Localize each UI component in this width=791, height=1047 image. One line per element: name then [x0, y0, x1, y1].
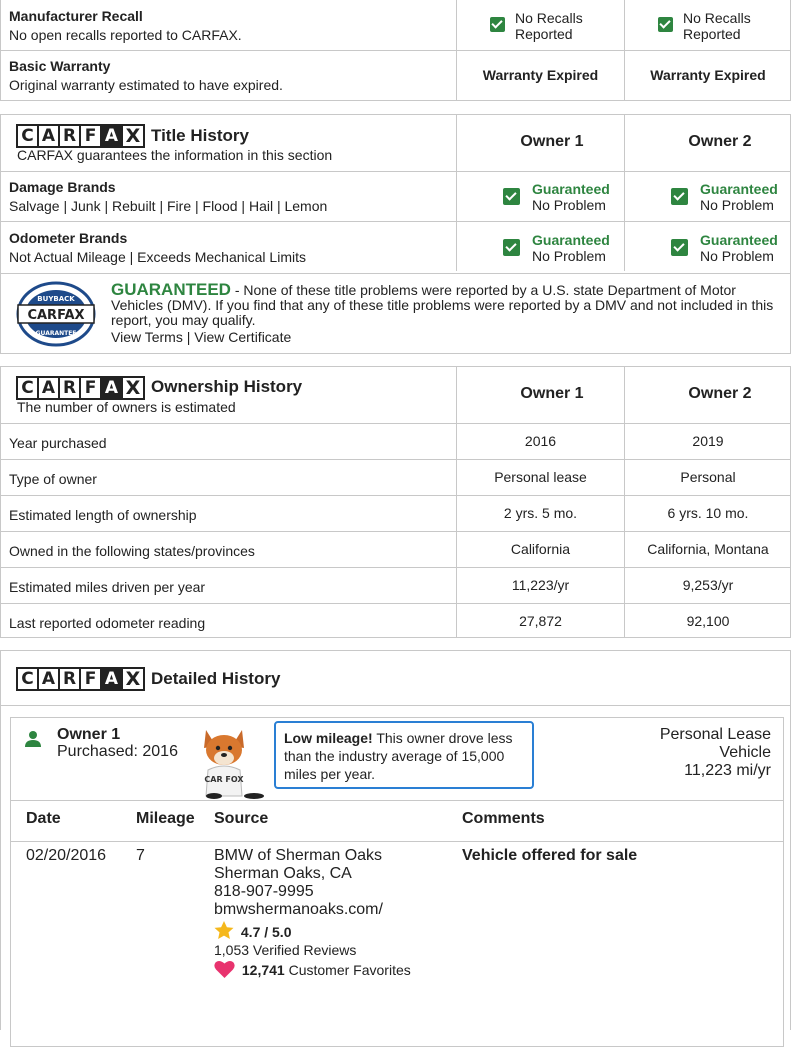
person-icon [24, 730, 42, 748]
purchased-label: Purchased: 2016 [57, 743, 178, 760]
recall-desc: No open recalls reported to CARFAX. [9, 27, 242, 43]
warranty-desc: Original warranty estimated to have expired. [9, 77, 283, 93]
check-icon [490, 17, 505, 32]
carfax-logo: C A R F A X [16, 667, 145, 691]
recall-owner1: No Recalls Reported [515, 10, 583, 42]
guaranteed-label: Guaranteed [700, 181, 778, 197]
guarantee-word: GUARANTEED [111, 280, 231, 299]
history-record-row [11, 841, 783, 1001]
table-row: Estimated miles driven per year 11,223/yr 9,253/yr [1, 567, 790, 603]
check-icon [671, 239, 688, 256]
svg-text:CARFAX: CARFAX [27, 308, 85, 323]
record-mileage: 7 [136, 847, 145, 864]
table-row: Estimated length of ownership 2 yrs. 5 mo. 6 yrs. 10 mo. [1, 495, 790, 531]
carfax-logo: C A R F A X [16, 376, 145, 400]
badge-top-text: BUYBACK [37, 295, 75, 303]
verified-reviews: 1,053 Verified Reviews [214, 942, 357, 958]
table-row: Owned in the following states/provinces California California, Montana [1, 531, 790, 567]
check-icon [658, 17, 673, 32]
detailed-history-heading: Detailed History [151, 669, 281, 688]
recall-owner2: No Recalls Reported [683, 10, 751, 42]
record-date: 02/20/2016 [26, 847, 107, 864]
low-mileage-tip: Low mileage! This owner drove less than the industry average of 15,000 miles per year. [274, 721, 534, 789]
col-mileage: Mileage [136, 810, 195, 827]
col-source: Source [214, 810, 269, 827]
owner-label: Owner 1 [57, 726, 121, 743]
ownership-history-heading: Ownership History [151, 377, 303, 396]
warranty-row [1, 50, 790, 101]
warranty-owner2: Warranty Expired [650, 67, 766, 83]
rating-value: 4.7 / 5.0 [240, 924, 292, 940]
ownership-owner1-header: Owner 1 [520, 385, 584, 402]
no-problem-label: No Problem [532, 248, 606, 264]
favorites-line: 12,741 Customer Favorites [214, 960, 411, 978]
source-url-link[interactable]: bmwshermanoaks.com/ [214, 901, 383, 918]
guaranteed-label: Guaranteed [700, 232, 778, 248]
no-problem-label: No Problem [532, 197, 606, 213]
guarantee-text: GUARANTEED - None of these title problems were reported by a U.S. state Department of Motor Vehicles (DMV). If you find that any of these title problems were reported by a DMV and not included in this report, you may qualify. [111, 280, 774, 328]
heart-icon [214, 960, 235, 978]
check-icon [671, 188, 688, 205]
damage-brands-desc: Salvage | Junk | Rebuilt | Fire | Flood | Hail | Lemon [9, 198, 328, 214]
divider [1, 705, 790, 706]
source-phone: 818-907-9995 [214, 883, 314, 900]
carfax-logo: C A R F A X [16, 124, 145, 148]
buyback-guarantee-badge [15, 281, 97, 347]
no-problem-label: No Problem [700, 197, 774, 213]
owner-summary: Personal Lease Vehicle 11,223 mi/yr [659, 726, 771, 779]
title-owner2-header: Owner 2 [688, 133, 752, 150]
record-source [214, 847, 383, 919]
rating-line [214, 921, 291, 940]
check-icon [503, 239, 520, 256]
table-row: Type of owner Personal lease Personal [1, 459, 790, 495]
recall-title: Manufacturer Recall [9, 8, 143, 24]
source-city: Sherman Oaks, CA [214, 865, 352, 882]
carfox-mascot [194, 724, 266, 800]
view-terms-link[interactable]: View Terms [111, 329, 183, 345]
ownership-owner2-header: Owner 2 [688, 385, 752, 402]
mascot-shirt-text: CAR FOX [204, 775, 244, 784]
warranty-owner1: Warranty Expired [482, 67, 599, 83]
ownership-history-section [0, 366, 791, 638]
recall-warranty-table [0, 0, 791, 101]
title-history-section [0, 114, 791, 354]
guaranteed-label: Guaranteed [532, 232, 610, 248]
ownership-history-subheading: The number of owners is estimated [17, 399, 236, 415]
guaranteed-label: Guaranteed [532, 181, 610, 197]
odometer-brands-row [1, 221, 790, 273]
damage-brands-title: Damage Brands [9, 179, 116, 195]
no-problem-label: No Problem [700, 248, 774, 264]
title-owner1-header: Owner 1 [520, 133, 584, 150]
title-history-heading: Title History [151, 126, 249, 145]
favorites-count: 12,741 [241, 962, 285, 978]
table-row: Last reported odometer reading 27,872 92,100 [1, 603, 790, 638]
history-table-header [11, 800, 783, 842]
table-row: Year purchased 2016 2019 [1, 423, 790, 459]
check-icon [503, 188, 520, 205]
col-comments: Comments [462, 810, 545, 827]
detailed-history-section [0, 650, 791, 1030]
record-comment: Vehicle offered for sale [462, 847, 638, 864]
view-certificate-link[interactable]: View Certificate [194, 329, 292, 345]
warranty-title: Basic Warranty [9, 58, 111, 74]
title-history-subheading: CARFAX guarantees the information in this section [17, 147, 333, 163]
odometer-brands-desc: Not Actual Mileage | Exceeds Mechanical Limits [9, 249, 306, 265]
star-icon [214, 921, 234, 940]
col-date: Date [26, 810, 61, 827]
guarantee-row: CARFAX BUYBACK GUARANTEE GUARANTEED - None of these title problems were reported by a U.S. state Department of Motor Vehicles (DMV). If you find that any of these title problems were reported by a DMV and not included in this report, you may qualify. View Terms | View Certificate [1, 273, 790, 354]
odometer-brands-title: Odometer Brands [9, 230, 128, 246]
damage-brands-row [1, 171, 790, 221]
badge-bottom-text: GUARANTEE [35, 330, 77, 337]
source-name: BMW of Sherman Oaks [214, 847, 383, 864]
owner-card [10, 717, 784, 1047]
tip-bold: Low mileage! [284, 730, 373, 746]
